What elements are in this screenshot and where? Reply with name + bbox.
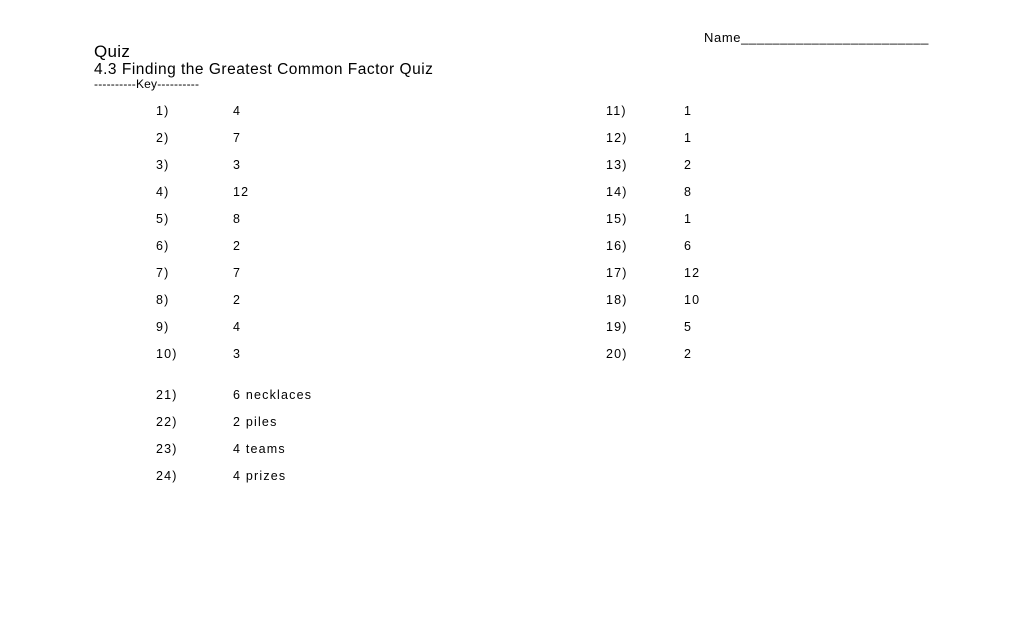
answer-value: 2 bbox=[684, 158, 693, 172]
answer-value: 12 bbox=[684, 266, 701, 280]
answer-value: 7 bbox=[233, 266, 242, 280]
question-number: 7) bbox=[156, 266, 170, 280]
question-number: 12) bbox=[606, 131, 628, 145]
answer-value: 10 bbox=[684, 293, 701, 307]
document-header bbox=[94, 43, 433, 91]
question-number: 20) bbox=[606, 347, 628, 361]
answer-value: 8 bbox=[233, 212, 242, 226]
question-number: 9) bbox=[156, 320, 170, 334]
answer-value: 3 bbox=[233, 158, 242, 172]
answer-value: 4 bbox=[233, 104, 242, 118]
answer-value: 4 bbox=[233, 320, 242, 334]
answer-value: 2 bbox=[684, 347, 693, 361]
answer-value: 2 bbox=[233, 293, 242, 307]
question-number: 22) bbox=[156, 415, 178, 429]
question-number: 11) bbox=[606, 104, 627, 118]
answer-value: 1 bbox=[684, 212, 693, 226]
question-number: 24) bbox=[156, 469, 178, 483]
question-number: 4) bbox=[156, 185, 170, 199]
question-number: 18) bbox=[606, 293, 628, 307]
question-number: 15) bbox=[606, 212, 628, 226]
answer-value: 5 bbox=[684, 320, 693, 334]
answer-value: 8 bbox=[684, 185, 693, 199]
answer-key-label: ----------Key---------- bbox=[94, 77, 200, 91]
question-number: 23) bbox=[156, 442, 178, 456]
answer-value: 1 bbox=[684, 104, 693, 118]
answer-value: 4 prizes bbox=[233, 469, 287, 483]
question-number: 21) bbox=[156, 388, 178, 402]
answer-value: 12 bbox=[233, 185, 250, 199]
question-number: 13) bbox=[606, 158, 628, 172]
name-field-label: Name________________________ bbox=[704, 30, 929, 45]
question-number: 14) bbox=[606, 185, 628, 199]
question-number: 10) bbox=[156, 347, 178, 361]
question-number: 16) bbox=[606, 239, 628, 253]
question-number: 17) bbox=[606, 266, 628, 280]
question-number: 2) bbox=[156, 131, 170, 145]
answer-value: 6 necklaces bbox=[233, 388, 313, 402]
quiz-subtitle: 4.3 Finding the Greatest Common Factor Quiz bbox=[94, 61, 434, 78]
answer-value: 6 bbox=[684, 239, 693, 253]
question-number: 3) bbox=[156, 158, 170, 172]
page-title: Quiz bbox=[94, 42, 131, 61]
question-number: 8) bbox=[156, 293, 170, 307]
answer-value: 7 bbox=[233, 131, 242, 145]
answer-value: 2 bbox=[233, 239, 242, 253]
question-number: 1) bbox=[156, 104, 170, 118]
answer-value: 3 bbox=[233, 347, 242, 361]
answer-value: 2 piles bbox=[233, 415, 278, 429]
question-number: 6) bbox=[156, 239, 170, 253]
question-number: 5) bbox=[156, 212, 170, 226]
answer-value: 4 teams bbox=[233, 442, 286, 456]
answer-value: 1 bbox=[684, 131, 693, 145]
question-number: 19) bbox=[606, 320, 628, 334]
